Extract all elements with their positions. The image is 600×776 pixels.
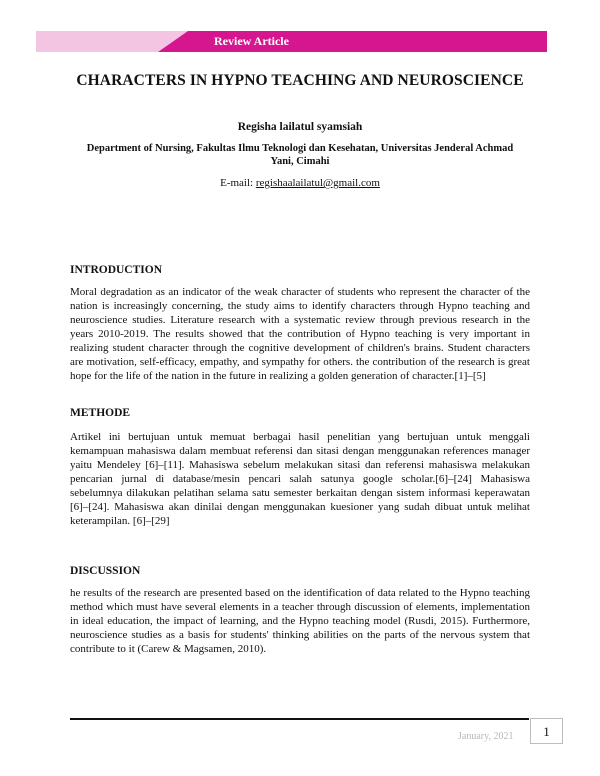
introduction-heading: INTRODUCTION — [70, 264, 163, 276]
methode-heading: METHODE — [70, 407, 131, 419]
footer-date: January, 2021 — [458, 731, 514, 742]
methode-text: Artikel ini bertujuan untuk memuat berbagai hasil penelitian yang bertujuan untuk menggali kemampuan mahasiswa dalam membuat referensi dan sitasi dengan menggunakan references manager yaitu Mendeley [6]–[11]. Mahasiswa sebelum melakukan sitasi dan referensi mahasiswa melakukan pencarian jurnal di database/mesin pencari salah satunya google scholar.[6]–[24] Mahasiswa sebelumnya dilakukan pelatihan selama satu semester berkaitan dengan sistem informasi keperawatan [6]–[24]. Mahasiswa akan dinilai dengan menggunakan kuesioner yang sudah dibuat untuk melihat keterampilan. [6]–[29] — [70, 431, 530, 527]
page-number: 1 — [530, 718, 563, 744]
email-line — [0, 177, 600, 189]
author-name: Regisha lailatul syamsiah — [237, 121, 363, 133]
author-affiliation: Department of Nursing, Fakultas Ilmu Teknologi dan Kesehatan, Universitas Jenderal Achmad Yani, Cimahi — [86, 143, 514, 167]
email-label: E-mail: — [220, 177, 256, 189]
email-link[interactable]: regishaalailatul@gmail.com — [255, 177, 380, 189]
article-type-banner — [36, 31, 547, 52]
article-type-label: Review Article — [214, 34, 289, 48]
paper-title: CHARACTERS IN HYPNO TEACHING AND NEUROSCIENCE — [76, 72, 524, 89]
discussion-text: he results of the research are presented based on the identification of data related to the Hypno teaching method which must have several elements in a teacher through discussion of elements, implementation in ideal education, the impact of learning, and the Hypno teaching model (Rusdi, 2015). Furthermore, neuroscience studies as a basis for students' thinking abilities on the parts of the nervous system that contribute to it (Carew & Magsamen, 2010). — [70, 587, 530, 655]
introduction-text: Moral degradation as an indicator of the weak character of students who represent the character of the nation is increasingly concerning, the study aims to identify characters through Hypno teaching and neuroscience studies. Literature research with a systematic review through previous research in the years 2010-2019. The results showed that the contribution of Hypno teaching is very important in realizing student character through the cognitive development of children's brains. Student characters are motivation, self-efficacy, empathy, and sympathy for others. the contribution of the research is great hope for the life of the nation in the future in realizing a golden generation of character.[1]–[5] — [70, 286, 530, 382]
footer-rule — [70, 718, 529, 720]
discussion-heading: DISCUSSION — [70, 565, 141, 577]
